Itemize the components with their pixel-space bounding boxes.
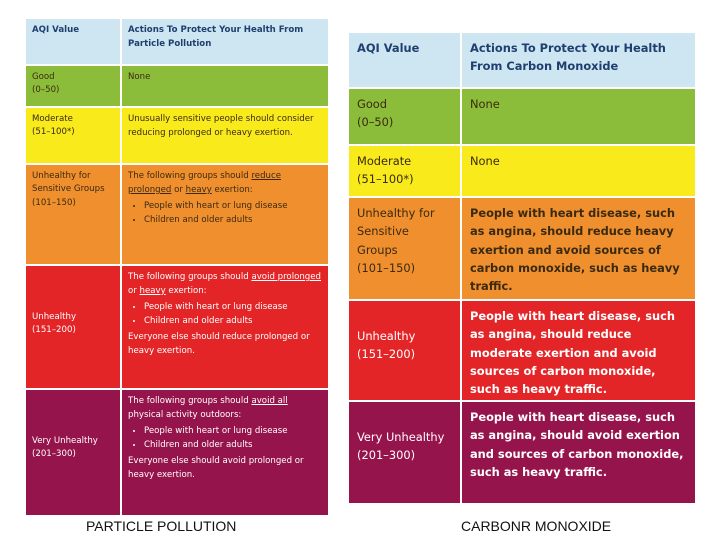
category-range: (51–100*) [357,172,414,187]
particle-pollution-table [26,19,328,515]
table-header-row [26,19,328,66]
category-range: (201–300) [357,448,416,463]
action-text [122,390,328,515]
row-unhealthy [349,301,695,402]
table-header-row [349,33,695,89]
aqi-category [26,390,122,515]
category-label: Very Unhealthy [357,430,445,444]
carbon-monoxide-table [349,33,695,503]
category-range: (101–150) [32,197,76,208]
row-moderate [349,146,695,198]
category-label: Very Unhealthy [32,436,98,446]
action-text: None [128,72,151,82]
category-range: (51–100*) [32,127,75,138]
row-good [349,89,695,146]
category-label: Good [357,97,387,111]
aqi-category [26,66,122,106]
category-range: (151–200) [32,325,76,336]
category-range: (151–200) [357,347,416,362]
category-range: (201–300) [32,449,76,460]
category-range: (101–150) [357,260,416,275]
category-range: (0–50) [32,85,60,96]
header-actions: Actions To Protect Your Health From Carbon Monoxide [470,41,666,74]
category-label: Unhealthy [357,329,416,343]
aqi-category [349,89,462,144]
category-label: Moderate [32,114,73,124]
aqi-category [349,198,462,299]
row-unhealthy [26,266,328,390]
list-item: • People with heart or lung disease [144,425,322,439]
action-text [122,165,328,264]
row-very-unhealthy [349,402,695,503]
action-text: People with heart disease, such as angina, should avoid exertion and sources of carbon monoxide, such as heavy traffic. [470,410,684,479]
header-aqi-value: AQI Value [26,19,122,64]
row-moderate [26,108,328,165]
list-item: • People with heart or lung disease [144,301,322,315]
sensitive-groups-list [128,425,322,454]
aqi-category [349,146,462,196]
list-item: • People with heart or lung disease [144,200,322,214]
category-label: Moderate [357,154,412,168]
list-item: • Children and older adults [144,315,322,329]
row-unhealthy-sensitive [26,165,328,266]
sensitive-groups-list [128,301,322,330]
category-label: Unhealthy for Sensitive Groups [32,171,105,195]
category-label: Good [32,72,55,82]
caption-particle-pollution: PARTICLE POLLUTION [86,518,237,534]
action-text: None [470,97,500,111]
action-intro: The following groups should avoid prolonged or heavy exertion: [128,272,321,296]
header-actions: Actions To Protect Your Health From Particle Pollution [128,25,304,49]
category-range: (0–50) [357,115,394,130]
action-text: People with heart disease, such as angina, should reduce heavy exertion and avoid sources of carbon monoxide, such as heavy traffic. [470,206,680,293]
aqi-category [349,301,462,400]
aqi-category [26,165,122,264]
action-text: None [470,154,500,168]
aqi-category [349,402,462,503]
aqi-category [26,108,122,163]
action-footer: Everyone else should avoid prolonged or heavy exertion. [128,456,304,480]
category-label: Unhealthy for Sensitive Groups [357,206,435,257]
action-text: Unusually sensitive people should consider reducing prolonged or heavy exertion. [128,114,314,138]
sensitive-groups-list [128,200,322,229]
action-intro: The following groups should reduce prolonged or heavy exertion: [128,171,281,195]
action-intro: The following groups should avoid all physical activity outdoors: [128,396,288,420]
list-item: • Children and older adults [144,439,322,453]
caption-carbon-monoxide: CARBONR MONOXIDE [461,518,612,534]
row-good [26,66,328,108]
header-aqi-value: AQI Value [349,33,462,87]
list-item: • Children and older adults [144,214,322,228]
action-footer: Everyone else should reduce prolonged or heavy exertion. [128,332,310,356]
row-unhealthy-sensitive [349,198,695,301]
action-text: People with heart disease, such as angina, should reduce moderate exertion and avoid sources of carbon monoxide, such as heavy traffic. [470,309,675,396]
action-text [122,266,328,388]
category-label: Unhealthy [32,312,77,322]
aqi-category [26,266,122,388]
row-very-unhealthy [26,390,328,515]
